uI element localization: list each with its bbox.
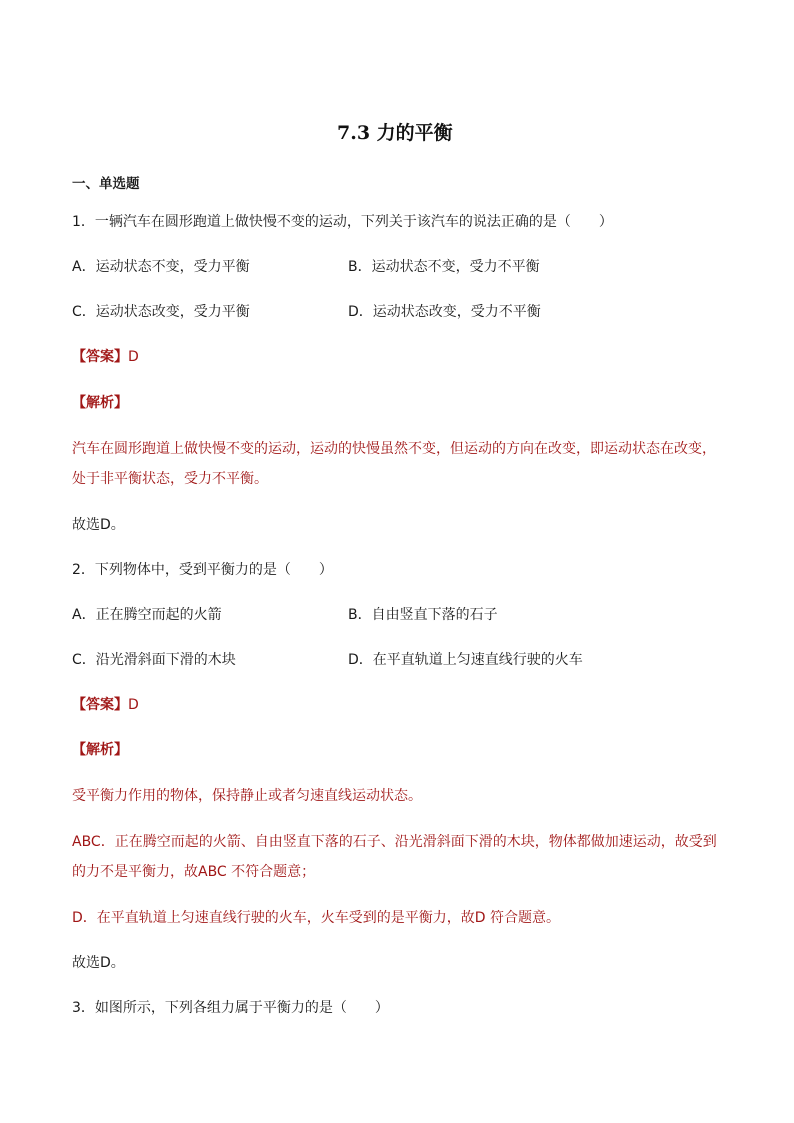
question-2-analysis-line: 受平衡力作用的物体，保持静止或者匀速直线运动状态。 <box>72 788 422 804</box>
question-2-answer <box>72 696 139 714</box>
answer-value: D <box>128 697 139 713</box>
question-1-analysis-label: 【解析】 <box>72 395 128 411</box>
question-3-stem: 3．如图所示，下列各组力属于平衡力的是（ ） <box>72 1000 389 1016</box>
question-2-analysis-line: ABC．正在腾空而起的火箭、自由竖直下落的石子、沿光滑斜面下滑的木块，物体都做加速运动，故受到 <box>72 834 717 850</box>
question-2-analysis-line: D．在平直轨道上匀速直线行驶的火车，火车受到的是平衡力，故D 符合题意。 <box>72 910 561 926</box>
section-heading: 一、单选题 <box>72 176 140 192</box>
question-1-analysis-line: 处于非平衡状态，受力不平衡。 <box>72 471 268 487</box>
question-2-option-d: D．在平直轨道上匀速直线行驶的火车 <box>348 652 583 668</box>
question-2-option-b: B．自由竖直下落的石子 <box>348 607 498 623</box>
question-2-stem: 2．下列物体中，受到平衡力的是（ ） <box>72 562 333 578</box>
question-2-analysis-line: 的力不是平衡力，故ABC 不符合题意； <box>72 864 316 880</box>
question-1-analysis-line: 汽车在圆形跑道上做快慢不变的运动，运动的快慢虽然不变，但运动的方向在改变，即运动状态在改变， <box>72 441 716 457</box>
question-2-option-c: C．沿光滑斜面下滑的木块 <box>72 652 236 668</box>
question-2-analysis-label: 【解析】 <box>72 742 128 758</box>
question-2-conclusion: 故选D。 <box>72 955 125 971</box>
answer-label: 【答案】 <box>72 697 128 713</box>
question-1-option-d: D．运动状态改变，受力不平衡 <box>348 304 541 320</box>
answer-label: 【答案】 <box>72 349 128 365</box>
question-2-option-a: A．正在腾空而起的火箭 <box>72 607 222 623</box>
answer-value: D <box>128 349 139 365</box>
question-1-option-a: A．运动状态不变，受力平衡 <box>72 259 250 275</box>
question-1-option-b: B．运动状态不变，受力不平衡 <box>348 259 540 275</box>
question-1-answer <box>72 348 139 366</box>
question-1-stem: 1．一辆汽车在圆形跑道上做快慢不变的运动，下列关于该汽车的说法正确的是（ ） <box>72 214 613 230</box>
page-title: 7.3 力的平衡 <box>337 122 453 144</box>
question-1-conclusion: 故选D。 <box>72 517 125 533</box>
question-1-option-c: C．运动状态改变，受力平衡 <box>72 304 250 320</box>
